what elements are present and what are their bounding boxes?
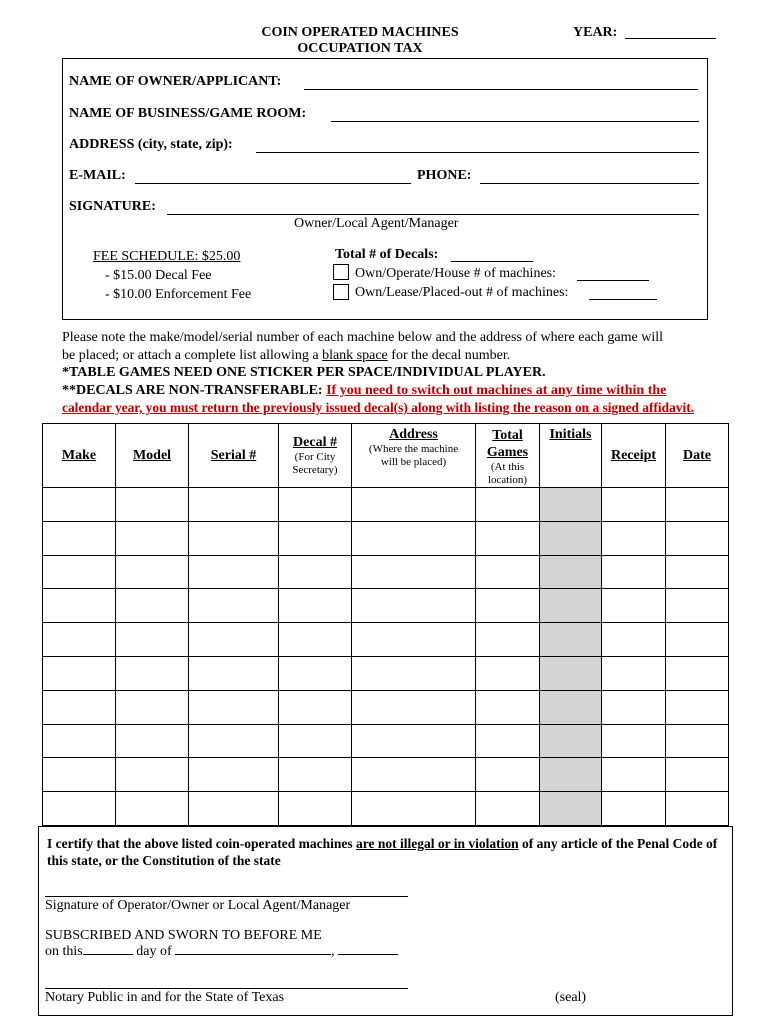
total-decals-input-line[interactable] — [451, 261, 533, 262]
cell-model[interactable] — [116, 623, 189, 657]
cell-date[interactable] — [666, 521, 729, 555]
cell-date[interactable] — [666, 555, 729, 589]
own-lease-checkbox[interactable] — [333, 284, 349, 300]
operator-signature-caption: Signature of Operator/Owner or Local Agent/Manager — [45, 898, 351, 913]
cell-total-games[interactable] — [476, 758, 540, 792]
cell-decal[interactable] — [279, 589, 352, 623]
signature-input-line[interactable] — [167, 214, 699, 215]
fee-schedule — [93, 247, 251, 304]
cell-serial[interactable] — [189, 555, 279, 589]
cell-decal[interactable] — [279, 521, 352, 555]
business-input-line[interactable] — [331, 121, 699, 122]
cell-initials — [540, 656, 602, 690]
form-title — [240, 25, 480, 57]
col-receipt: Receipt — [602, 424, 666, 488]
cell-make[interactable] — [43, 724, 116, 758]
cell-total-games[interactable] — [476, 521, 540, 555]
cell-initials — [540, 792, 602, 826]
cell-make[interactable] — [43, 589, 116, 623]
machines-table — [42, 423, 729, 826]
cell-decal[interactable] — [279, 758, 352, 792]
cell-address[interactable] — [352, 724, 476, 758]
own-operate-input-line[interactable] — [577, 280, 649, 281]
title-line-2: OCCUPATION TAX — [297, 41, 423, 56]
table-row — [43, 656, 729, 690]
col-make: Make — [43, 424, 116, 488]
owner-label: NAME OF OWNER/APPLICANT: — [69, 74, 282, 89]
year-field — [573, 25, 617, 41]
cell-address[interactable] — [352, 555, 476, 589]
cell-date[interactable] — [666, 488, 729, 522]
cell-date[interactable] — [666, 724, 729, 758]
cell-model[interactable] — [116, 521, 189, 555]
cell-receipt[interactable] — [602, 488, 666, 522]
fee-schedule-title: FEE SCHEDULE: $25.00 — [93, 249, 241, 264]
table-row — [43, 589, 729, 623]
cell-total-games[interactable] — [476, 690, 540, 724]
cell-make[interactable] — [43, 758, 116, 792]
cell-date[interactable] — [666, 623, 729, 657]
cell-initials — [540, 724, 602, 758]
cell-receipt[interactable] — [602, 690, 666, 724]
cell-address[interactable] — [352, 656, 476, 690]
notary-caption: Notary Public in and for the State of Texas — [45, 990, 285, 1005]
table-games-note: *TABLE GAMES NEED ONE STICKER PER SPACE/INDIVIDUAL PLAYER. — [62, 365, 546, 380]
address-input-line[interactable] — [256, 152, 699, 153]
cell-address[interactable] — [352, 758, 476, 792]
cell-initials — [540, 555, 602, 589]
decals-nontransferable: **DECALS ARE NON-TRANSFERABLE: — [62, 382, 327, 398]
sworn-date-row — [45, 944, 398, 960]
cell-total-games[interactable] — [476, 792, 540, 826]
operator-signature-line[interactable] — [45, 896, 408, 897]
cell-address[interactable] — [352, 521, 476, 555]
decals-note — [62, 382, 742, 400]
col-decal: Decal # (For City Secretary) — [279, 424, 352, 488]
cell-decal[interactable] — [279, 690, 352, 724]
cell-address[interactable] — [352, 623, 476, 657]
instruction-line-2 — [62, 347, 742, 365]
cell-model[interactable] — [116, 555, 189, 589]
cell-make[interactable] — [43, 555, 116, 589]
business-label: NAME OF BUSINESS/GAME ROOM: — [69, 106, 307, 121]
year-input-line-2[interactable] — [338, 954, 398, 955]
instruction-line-2a: be placed; or attach a complete list allowing a — [62, 347, 323, 363]
cell-initials — [540, 488, 602, 522]
day-input-line[interactable] — [83, 954, 133, 955]
cell-model[interactable] — [116, 758, 189, 792]
cell-date[interactable] — [666, 792, 729, 826]
signature-caption: Owner/Local Agent/Manager — [294, 216, 459, 231]
total-decals-label: Total # of Decals: — [335, 247, 439, 262]
blank-space-text: blank space — [322, 347, 388, 363]
cell-address[interactable] — [352, 690, 476, 724]
decals-warning-2: calendar year, you must return the previously issued decal(s) along with listing the reason on a signed affidavit. — [62, 400, 695, 415]
on-this-text: on this — [45, 944, 83, 959]
own-lease-input-line[interactable] — [589, 299, 657, 300]
cell-total-games[interactable] — [476, 623, 540, 657]
cell-decal[interactable] — [279, 656, 352, 690]
cell-serial[interactable] — [189, 758, 279, 792]
cell-serial[interactable] — [189, 656, 279, 690]
certification-statement — [47, 835, 727, 869]
col-serial: Serial # — [189, 424, 279, 488]
email-input-line[interactable] — [135, 183, 411, 184]
cell-model[interactable] — [116, 656, 189, 690]
own-operate-label: Own/Operate/House # of machines: — [355, 266, 556, 281]
cell-serial[interactable] — [189, 623, 279, 657]
cell-model[interactable] — [116, 792, 189, 826]
cell-make[interactable] — [43, 690, 116, 724]
col-address: Address (Where the machine will be placed) — [352, 424, 476, 488]
own-operate-checkbox[interactable] — [333, 264, 349, 280]
cell-serial[interactable] — [189, 690, 279, 724]
cell-make[interactable] — [43, 488, 116, 522]
cell-address[interactable] — [352, 792, 476, 826]
col-date: Date — [666, 424, 729, 488]
col-model: Model — [116, 424, 189, 488]
col-total-games: Total Games (At this location) — [476, 424, 540, 488]
cell-address[interactable] — [352, 589, 476, 623]
table-row — [43, 521, 729, 555]
table-header-row — [43, 424, 729, 488]
instruction-line-1: Please note the make/model/serial number of each machine below and the address of where each game will — [62, 330, 663, 345]
cell-initials — [540, 623, 602, 657]
cell-total-games[interactable] — [476, 488, 540, 522]
own-lease-label: Own/Lease/Placed-out # of machines: — [355, 285, 569, 300]
phone-input-line[interactable] — [480, 183, 699, 184]
cell-model[interactable] — [116, 488, 189, 522]
cert-text-c: of any article of the Penal Code of this state, or the Constitution of the state — [47, 836, 718, 868]
cell-serial[interactable] — [189, 521, 279, 555]
cell-make[interactable] — [43, 792, 116, 826]
applicant-info-box — [62, 58, 708, 320]
cert-text-b: are not illegal or in violation — [355, 836, 519, 851]
owner-input-line[interactable] — [304, 89, 698, 90]
cell-initials — [540, 690, 602, 724]
table-row — [43, 690, 729, 724]
signature-label: SIGNATURE: — [69, 199, 156, 214]
email-label: E-MAIL: — [69, 168, 126, 183]
cell-serial[interactable] — [189, 724, 279, 758]
cell-decal[interactable] — [279, 488, 352, 522]
year-input-line[interactable] — [625, 38, 716, 39]
cell-date[interactable] — [666, 690, 729, 724]
cell-model[interactable] — [116, 589, 189, 623]
enforcement-fee: - $10.00 Enforcement Fee — [105, 287, 252, 302]
cell-total-games[interactable] — [476, 656, 540, 690]
cell-decal[interactable] — [279, 555, 352, 589]
cell-total-games[interactable] — [476, 555, 540, 589]
cell-receipt[interactable] — [602, 724, 666, 758]
cell-decal[interactable] — [279, 724, 352, 758]
cell-address[interactable] — [352, 488, 476, 522]
title-line-1: COIN OPERATED MACHINES — [261, 25, 459, 40]
sworn-text: SUBSCRIBED AND SWORN TO BEFORE ME — [45, 928, 322, 943]
decal-fee: - $15.00 Decal Fee — [105, 268, 212, 283]
day-of-text: day of — [132, 944, 176, 959]
cell-serial[interactable] — [189, 488, 279, 522]
table-row — [43, 792, 729, 826]
cell-receipt[interactable] — [602, 521, 666, 555]
comma-text: , — [331, 944, 339, 959]
table-row — [43, 758, 729, 792]
col-initials: Initials — [540, 424, 602, 488]
cell-decal[interactable] — [279, 792, 352, 826]
cell-initials — [540, 521, 602, 555]
cell-date[interactable] — [666, 758, 729, 792]
cell-make[interactable] — [43, 656, 116, 690]
table-row — [43, 724, 729, 758]
table-row — [43, 623, 729, 657]
cell-initials — [540, 758, 602, 792]
table-row — [43, 555, 729, 589]
cell-make[interactable] — [43, 521, 116, 555]
cell-initials — [540, 589, 602, 623]
cell-total-games[interactable] — [476, 724, 540, 758]
cell-model[interactable] — [116, 724, 189, 758]
cell-receipt[interactable] — [602, 656, 666, 690]
cell-receipt[interactable] — [602, 792, 666, 826]
month-input-line[interactable] — [175, 954, 331, 955]
cell-model[interactable] — [116, 690, 189, 724]
cell-receipt[interactable] — [602, 589, 666, 623]
cell-receipt[interactable] — [602, 623, 666, 657]
seal-label: (seal) — [555, 990, 587, 1005]
cell-serial[interactable] — [189, 589, 279, 623]
address-label: ADDRESS (city, state, zip): — [69, 137, 233, 152]
phone-label: PHONE: — [417, 168, 472, 183]
cell-receipt[interactable] — [602, 555, 666, 589]
cell-total-games[interactable] — [476, 589, 540, 623]
notary-signature-line[interactable] — [45, 988, 408, 989]
instructions — [62, 329, 742, 417]
table-row — [43, 488, 729, 522]
cell-receipt[interactable] — [602, 758, 666, 792]
instruction-line-2c: for the decal number. — [387, 347, 511, 363]
cell-decal[interactable] — [279, 623, 352, 657]
decals-warning-1: If you need to switch out machines at any time within the — [326, 382, 667, 398]
year-label: YEAR: — [573, 25, 618, 40]
cell-serial[interactable] — [189, 792, 279, 826]
cell-date[interactable] — [666, 656, 729, 690]
certification-box — [38, 826, 733, 1016]
cell-date[interactable] — [666, 589, 729, 623]
cert-text-a: I certify that the above listed coin-operated machines — [47, 836, 356, 851]
cell-make[interactable] — [43, 623, 116, 657]
